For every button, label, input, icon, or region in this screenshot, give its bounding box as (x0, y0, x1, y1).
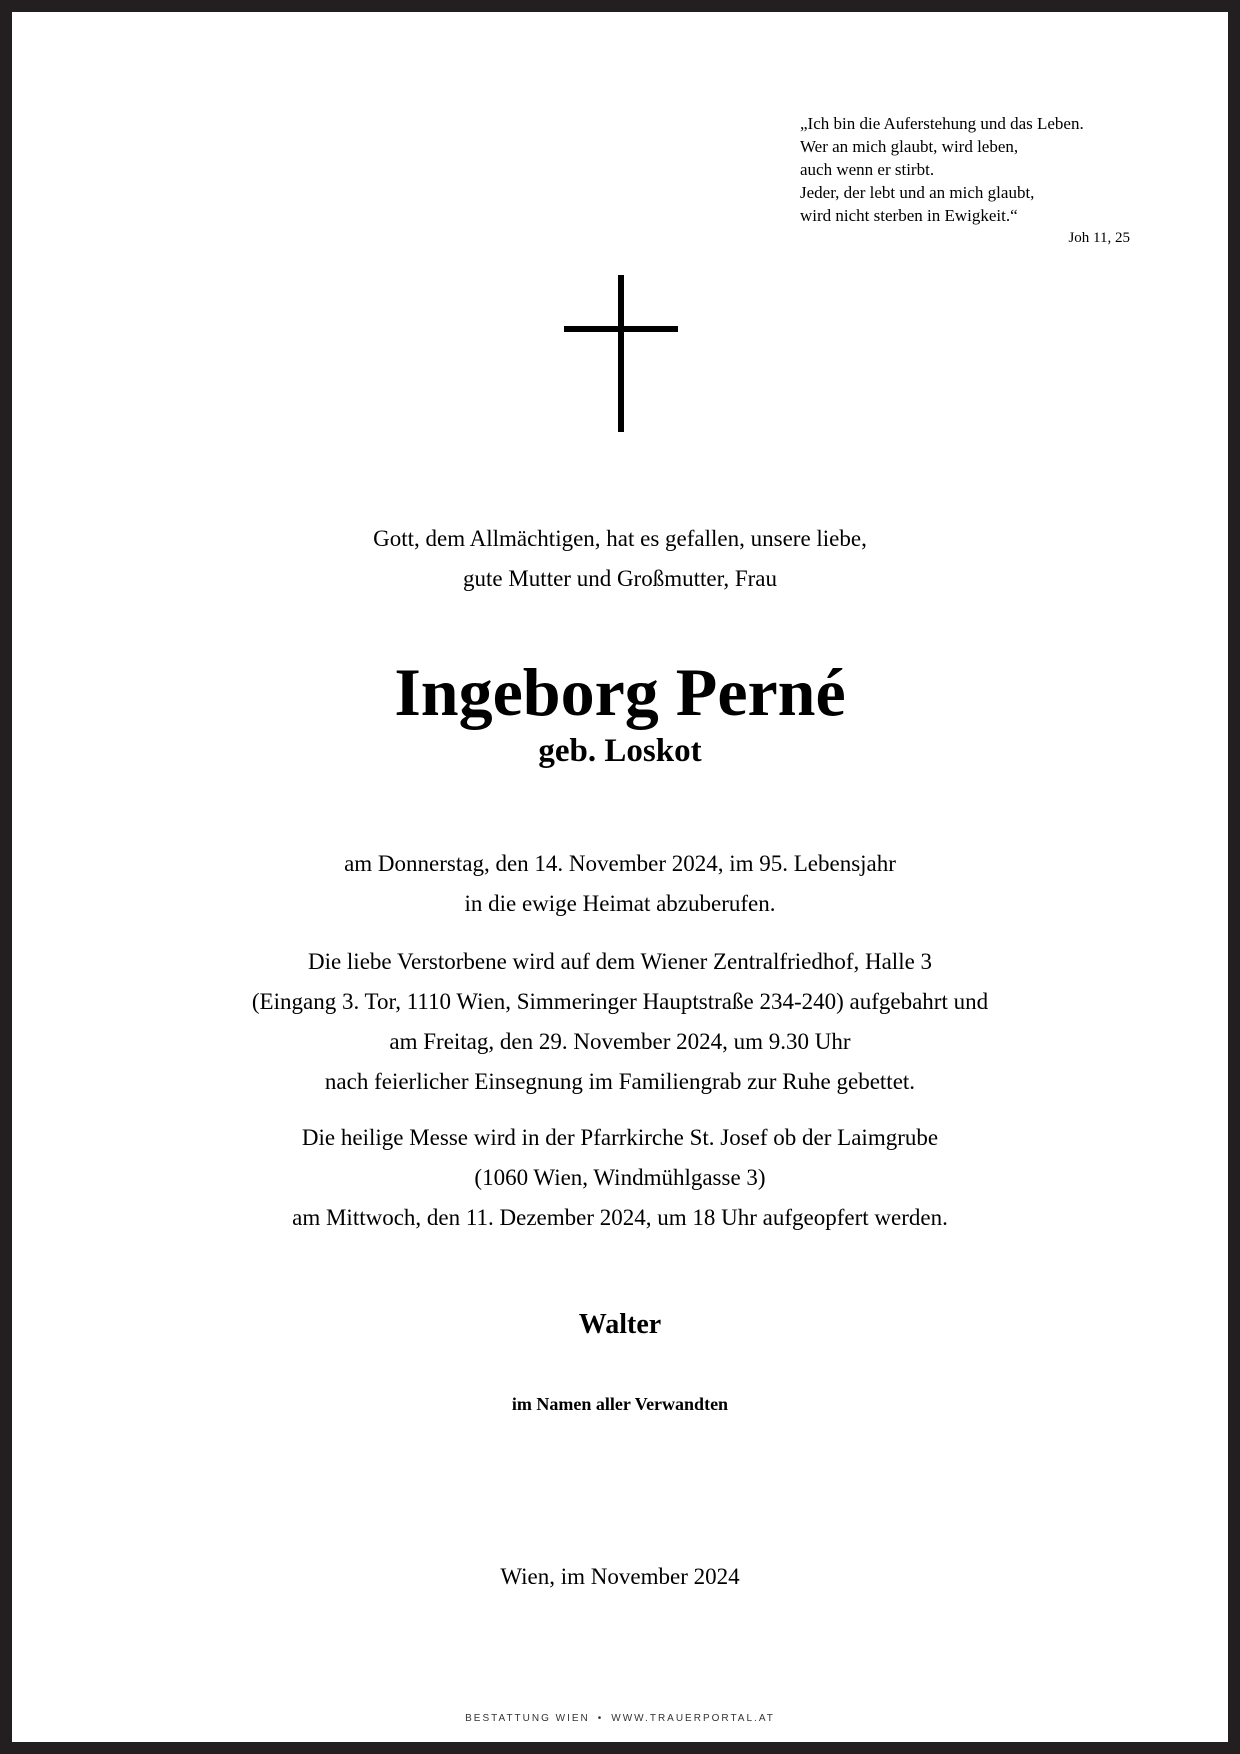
funeral-details (12, 942, 1228, 1102)
funeral-line: am Freitag, den 29. November 2024, um 9.30 Uhr (389, 1029, 851, 1054)
mourner-name: Walter (578, 1309, 662, 1340)
quote-reference: Joh 11, 25 (1068, 230, 1130, 246)
quote-line: Wer an mich glaubt, wird leben, (800, 137, 1019, 156)
footer-website: WWW.TRAUERPORTAL.AT (611, 1713, 775, 1724)
intro-line: gute Mutter und Großmutter, Frau (463, 566, 777, 591)
quote-line: Jeder, der lebt und an mich glaubt, (800, 183, 1035, 202)
cross-vertical-bar (618, 275, 624, 432)
deceased-maiden-name: geb. Loskot (538, 733, 702, 769)
footer-company: BESTATTUNG WIEN (465, 1713, 590, 1724)
bible-quote (800, 112, 1130, 249)
cross-icon (564, 275, 678, 432)
intro-text (12, 519, 1228, 599)
funeral-line: Die liebe Verstorbene wird auf dem Wiener Zentralfriedhof, Halle 3 (307, 949, 933, 974)
mass-line: (1060 Wien, Windmühlgasse 3) (474, 1165, 766, 1190)
mass-line: Die heilige Messe wird in der Pfarrkirche St. Josef ob der Laimgrube (301, 1125, 939, 1150)
death-line: in die ewige Heimat abzuberufen. (464, 891, 776, 916)
funeral-line: (Eingang 3. Tor, 1110 Wien, Simmeringer Hauptstraße 234-240) aufgebahrt und (251, 989, 989, 1014)
quote-line: „Ich bin die Auferstehung und das Leben. (800, 114, 1084, 133)
intro-line: Gott, dem Allmächtigen, hat es gefallen, unsere liebe, (373, 526, 867, 551)
death-notice (12, 844, 1228, 924)
obituary-page (12, 12, 1228, 1742)
footer-separator: • (597, 1713, 604, 1724)
quote-line: auch wenn er stirbt. (800, 160, 935, 179)
mass-line: am Mittwoch, den 11. Dezember 2024, um 18 Uhr aufgeopfert werden. (292, 1205, 948, 1230)
place-and-date: Wien, im November 2024 (500, 1564, 740, 1589)
cross-horizontal-bar (564, 326, 678, 332)
death-line: am Donnerstag, den 14. November 2024, im 95. Lebensjahr (344, 851, 896, 876)
mourner-subtitle: im Namen aller Verwandten (511, 1394, 729, 1414)
deceased-name: Ingeborg Perné (394, 654, 846, 730)
footer (12, 1712, 1228, 1726)
mass-details (12, 1118, 1228, 1238)
funeral-line: nach feierlicher Einsegnung im Familiengrab zur Ruhe gebettet. (324, 1069, 916, 1094)
quote-line: wird nicht sterben in Ewigkeit.“ (800, 206, 1018, 225)
